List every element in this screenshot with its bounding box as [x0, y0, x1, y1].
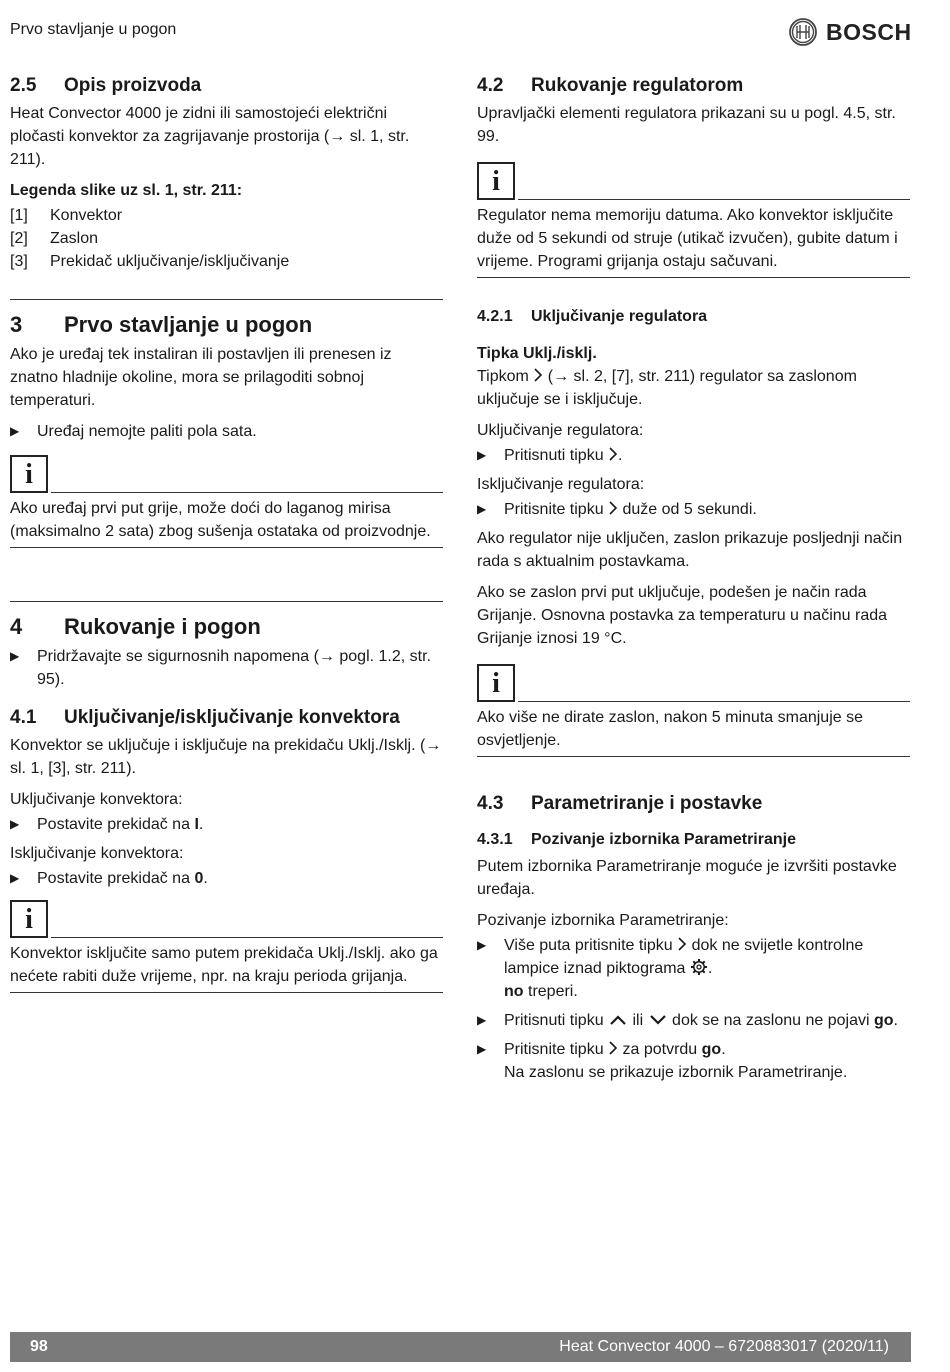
section-4-1-text: Konvektor se uključuje i isključuje na prekidaču Uklj./Isklj. (→ sl. 1, [3], str. 211).	[10, 737, 442, 777]
document-id: Heat Convector 4000 – 6720883017 (2020/11)	[559, 1338, 889, 1355]
list-item: ▶ Pritisnite tipku duže od 5 sekundi.	[477, 498, 910, 521]
triangle-bullet-icon: ▶	[477, 502, 487, 516]
info-text: Ako više ne dirate zaslon, nakon 5 minuta smanjuje se osvjetljenje.	[477, 702, 910, 757]
info-icon: i	[477, 664, 515, 702]
legend-item: [1] Konvektor	[10, 207, 123, 224]
section-4-1-heading: 4.1 Uključivanje/isključivanje konvektora	[10, 707, 400, 728]
section-4-3-1-heading: 4.3.1 Pozivanje izbornika Parametriranje	[477, 831, 796, 848]
gear-icon	[690, 958, 708, 976]
info-icon: i	[10, 455, 48, 493]
list-item: ▶ Postavite prekidač na I.	[10, 813, 443, 836]
triangle-bullet-icon: ▶	[477, 938, 487, 952]
info-notice	[477, 158, 910, 278]
info-icon: i	[10, 900, 48, 938]
menu-call-label: Pozivanje izbornika Parametriranje:	[477, 912, 729, 929]
legend-title: Legenda slike uz sl. 1, str. 211:	[10, 182, 243, 199]
right-column	[477, 73, 910, 1090]
info-text: Ako uređaj prvi put grije, može doći do laganog mirisa (maksimalno 2 sata) zbog sušenja ostataka od proizvodnje.	[10, 493, 443, 548]
section-3-text: Ako je uređaj tek instaliran ili postavljen ili prenesen iz znatno hladnije okoline, mora se prilagoditi sobnoj temperaturi.	[10, 346, 392, 409]
regulator-off-label: Isključivanje regulatora:	[477, 476, 645, 493]
page-number: 98	[30, 1338, 48, 1355]
triangle-bullet-icon: ▶	[477, 1042, 487, 1056]
key-title: Tipka Uklj./isklj.	[477, 345, 597, 362]
left-column	[10, 73, 443, 993]
list-item: ▶ Postavite prekidač na 0.	[10, 867, 443, 890]
list-item: ▶ Uređaj nemojte paliti pola sata.	[10, 420, 443, 443]
section-4-2-text: Upravljački elementi regulatora prikazani su u pogl. 4.5, str. 99.	[477, 105, 896, 145]
list-item: ▶ Pritisnuti tipku .	[477, 444, 910, 467]
section-divider	[10, 601, 443, 602]
section-3-heading: 3 Prvo stavljanje u pogon	[10, 312, 313, 337]
section-4-heading: 4 Rukovanje i pogon	[10, 614, 261, 639]
convector-on-label: Uključivanje konvektora:	[10, 791, 183, 808]
triangle-bullet-icon: ▶	[10, 649, 20, 663]
section-2-5-text: Heat Convector 4000 je zidni ili samostojeći električni pločasti konvektor za zagrijavanje prostorija (→ sl. 1, str. 211).	[10, 105, 410, 168]
legend-item: [2] Zaslon	[10, 230, 99, 247]
convector-off-label: Isključivanje konvektora:	[10, 845, 184, 862]
chevron-right-icon	[608, 446, 618, 462]
section-4-2-heading: 4.2 Rukovanje regulatorom	[477, 75, 744, 96]
legend-item: [3] Prekidač uključivanje/isključivanje	[10, 253, 290, 270]
paragraph: Ako se zaslon prvi put uključuje, podešen je način rada Grijanje. Osnovna postavka za temperaturu u načinu rada Grijanje iznosi 19 °C.	[477, 584, 888, 647]
list-item: ▶ Pridržavajte se sigurnosnih napomena (→ pogl. 1.2, str. 95).	[10, 645, 443, 691]
info-notice	[477, 660, 910, 757]
regulator-on-label: Uključivanje regulatora:	[477, 422, 644, 439]
list-item: ▶ Više puta pritisnite tipku dok ne svijetle kontrolne lampice iznad piktograma . no treperi.	[477, 934, 910, 1003]
legend-list	[10, 204, 443, 273]
info-notice	[10, 451, 443, 548]
chevron-down-icon	[648, 1013, 668, 1027]
chevron-right-icon	[533, 367, 543, 383]
list-item: ▶ Pritisnite tipku za potvrdu go. Na zaslonu se prikazuje izbornik Parametriranje.	[477, 1038, 910, 1084]
section-divider	[10, 299, 443, 300]
triangle-bullet-icon: ▶	[10, 871, 20, 885]
section-4-3-heading: 4.3 Parametriranje i postavke	[477, 793, 763, 814]
chevron-right-icon	[677, 936, 687, 952]
info-text: Regulator nema memoriju datuma. Ako konvektor isključite duže od 5 sekundi od struje (utikač izvučen), gubite datum i vrijeme. Programi grijanja ostaju sačuvani.	[477, 200, 910, 278]
info-icon: i	[477, 162, 515, 200]
chevron-up-icon	[608, 1013, 628, 1027]
triangle-bullet-icon: ▶	[477, 448, 487, 462]
list-item: ▶ Pritisnuti tipku ili dok se na zaslonu ne pojavi go.	[477, 1009, 910, 1032]
brand-logo	[788, 17, 912, 47]
info-notice	[10, 896, 443, 993]
bosch-logo-icon	[788, 17, 818, 47]
section-4-3-1-text: Putem izbornika Parametriranje moguće je izvršiti postavke uređaja.	[477, 858, 897, 898]
section-4-2-1-heading: 4.2.1 Uključivanje regulatora	[477, 308, 708, 325]
page-footer	[10, 1332, 911, 1362]
triangle-bullet-icon: ▶	[10, 424, 20, 438]
paragraph: Ako regulator nije uključen, zaslon prikazuje posljednji način rada s aktualnim postavkama.	[477, 530, 903, 570]
page-header-title: Prvo stavljanje u pogon	[10, 21, 177, 38]
section-2-5-heading: 2.5 Opis proizvoda	[10, 75, 202, 96]
triangle-bullet-icon: ▶	[10, 817, 20, 831]
chevron-right-icon	[608, 1040, 618, 1056]
chevron-right-icon	[608, 500, 618, 516]
triangle-bullet-icon: ▶	[477, 1013, 487, 1027]
brand-name: BOSCH	[826, 18, 912, 45]
info-text: Konvektor isključite samo putem prekidača Uklj./Isklj. ako ga nećete rabiti duže vrijeme, npr. na kraju perioda grijanja.	[10, 938, 443, 993]
section-4-2-1-text: Tipkom (→ sl. 2, [7], str. 211) regulator sa zaslonom uključuje se i isključuje.	[477, 368, 857, 408]
